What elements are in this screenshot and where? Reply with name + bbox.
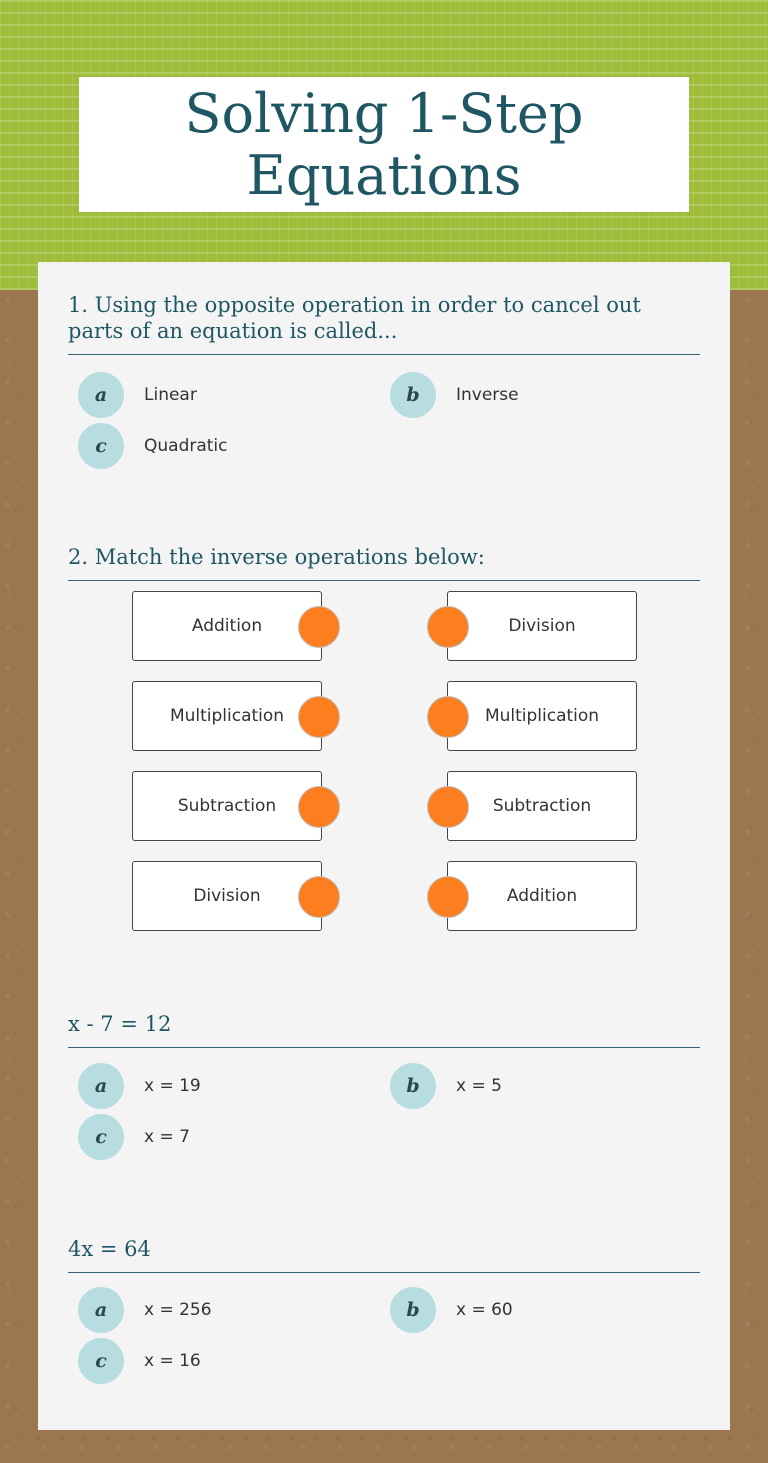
option-letter-badge: c — [78, 1114, 124, 1160]
match-left-item[interactable]: Division — [132, 861, 322, 931]
option-letter-badge: b — [390, 1063, 436, 1109]
match-right-item[interactable]: Multiplication — [447, 681, 637, 751]
q1-option-c[interactable] — [78, 423, 228, 469]
question-1-prompt: 1. Using the opposite operation in order to cancel out parts of an equation is called... — [68, 292, 700, 355]
title-box — [79, 77, 689, 212]
option-letter-badge: b — [390, 1287, 436, 1333]
worksheet-card — [38, 262, 730, 1430]
question-3-prompt: x - 7 = 12 — [68, 1011, 700, 1048]
option-label: Linear — [144, 385, 197, 405]
match-connector-dot[interactable] — [298, 876, 340, 918]
match-left-item[interactable]: Addition — [132, 591, 322, 661]
option-label: x = 19 — [144, 1076, 201, 1096]
match-right-item[interactable]: Subtraction — [447, 771, 637, 841]
option-label: x = 256 — [144, 1300, 212, 1320]
q4-option-a[interactable] — [78, 1287, 212, 1333]
match-connector-dot[interactable] — [298, 606, 340, 648]
option-letter-badge: a — [78, 1063, 124, 1109]
match-left-item[interactable]: Subtraction — [132, 771, 322, 841]
option-letter-badge: b — [390, 372, 436, 418]
q3-option-b[interactable] — [390, 1063, 502, 1109]
question-4-prompt: 4x = 64 — [68, 1236, 700, 1273]
q3-option-a[interactable] — [78, 1063, 201, 1109]
match-connector-dot[interactable] — [427, 786, 469, 828]
match-connector-dot[interactable] — [427, 606, 469, 648]
match-connector-dot[interactable] — [298, 696, 340, 738]
option-letter-badge: c — [78, 423, 124, 469]
q4-option-b[interactable] — [390, 1287, 513, 1333]
option-letter-badge: c — [78, 1338, 124, 1384]
option-label: Inverse — [456, 385, 519, 405]
option-letter-badge: a — [78, 1287, 124, 1333]
match-connector-dot[interactable] — [427, 696, 469, 738]
page-title: Solving 1-Step Equations — [184, 81, 584, 207]
match-connector-dot[interactable] — [427, 876, 469, 918]
option-label: x = 5 — [456, 1076, 502, 1096]
q1-option-a[interactable] — [78, 372, 197, 418]
option-letter-badge: a — [78, 372, 124, 418]
match-left-item[interactable]: Multiplication — [132, 681, 322, 751]
q3-option-c[interactable] — [78, 1114, 190, 1160]
question-2-prompt: 2. Match the inverse operations below: — [68, 544, 700, 581]
option-label: x = 16 — [144, 1351, 201, 1371]
match-right-item[interactable]: Division — [447, 591, 637, 661]
option-label: Quadratic — [144, 436, 228, 456]
match-right-item[interactable]: Addition — [447, 861, 637, 931]
q1-option-b[interactable] — [390, 372, 519, 418]
option-label: x = 60 — [456, 1300, 513, 1320]
match-connector-dot[interactable] — [298, 786, 340, 828]
option-label: x = 7 — [144, 1127, 190, 1147]
q4-option-c[interactable] — [78, 1338, 201, 1384]
